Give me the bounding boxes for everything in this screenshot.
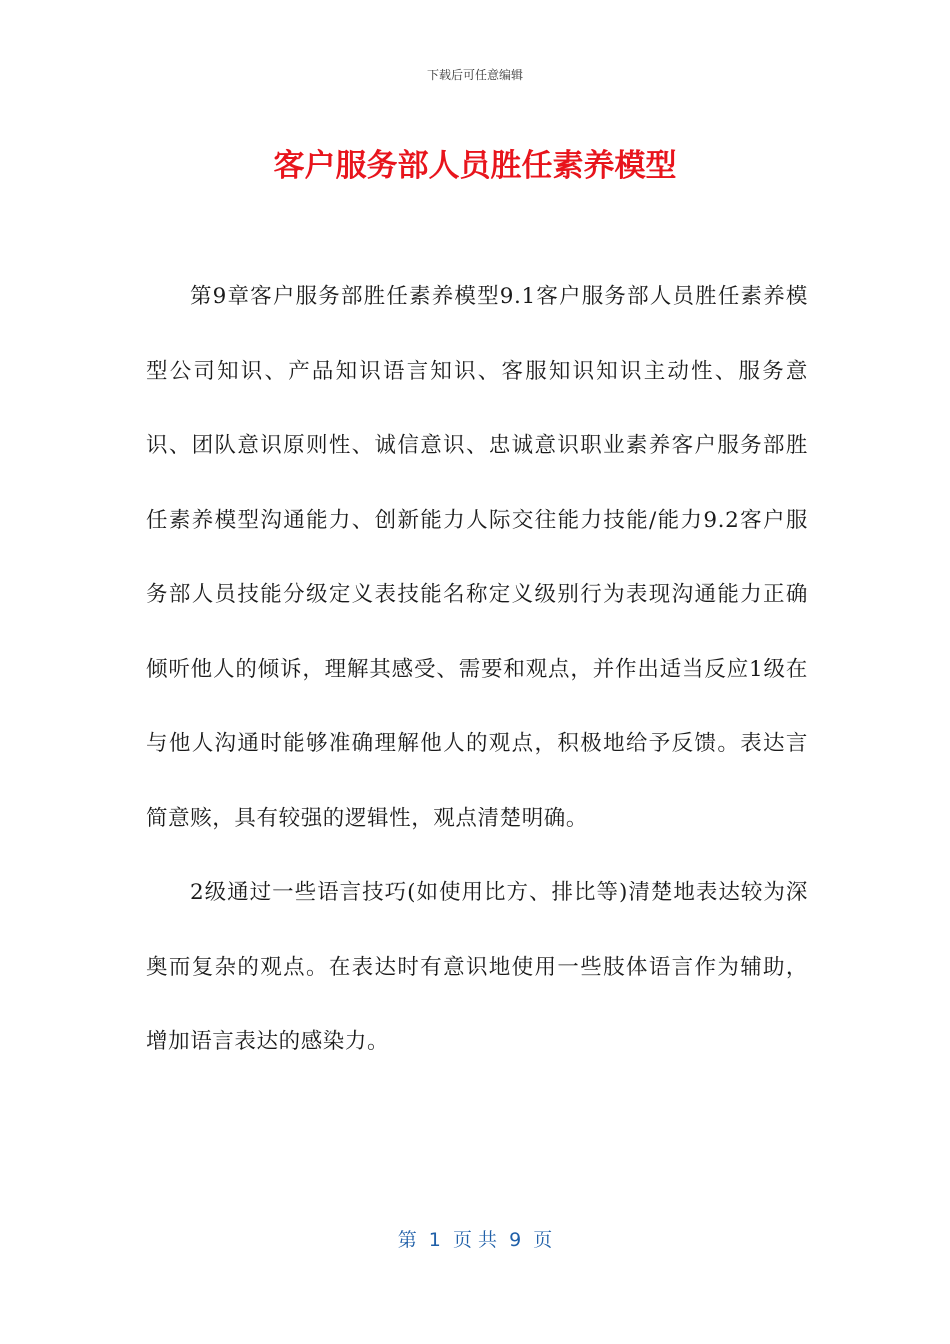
document-body	[146, 260, 808, 1080]
page-indicator: 第 1 页 共 9 页	[397, 1229, 553, 1251]
paragraph: 第9章客户服务部胜任素养模型9.1客户服务部人员胜任素养模型公司知识、产品知识语言知识、客服知识知识主动性、服务意识、团队意识原则性、诚信意识、忠诚意识职业素养客户服务部胜任素养模型沟通能力、创新能力人际交往能力技能/能力9.2客户服务部人员技能分级定义表技能名称定义级别行为表现沟通能力正确倾听他人的倾诉，理解其感受、需要和观点，并作出适当反应1级在与他人沟通时能够准确理解他人的观点，积极地给予反馈。表达言简意赅，具有较强的逻辑性，观点清楚明确。	[146, 284, 808, 831]
paragraph: 2级通过一些语言技巧(如使用比方、排比等)清楚地表达较为深奥而复杂的观点。在表达时有意识地使用一些肢体语言作为辅助，增加语言表达的感染力。	[146, 880, 808, 1054]
header-note: 下载后可任意编辑	[426, 68, 523, 82]
document-title: 客户服务部人员胜任素养模型	[273, 148, 677, 184]
